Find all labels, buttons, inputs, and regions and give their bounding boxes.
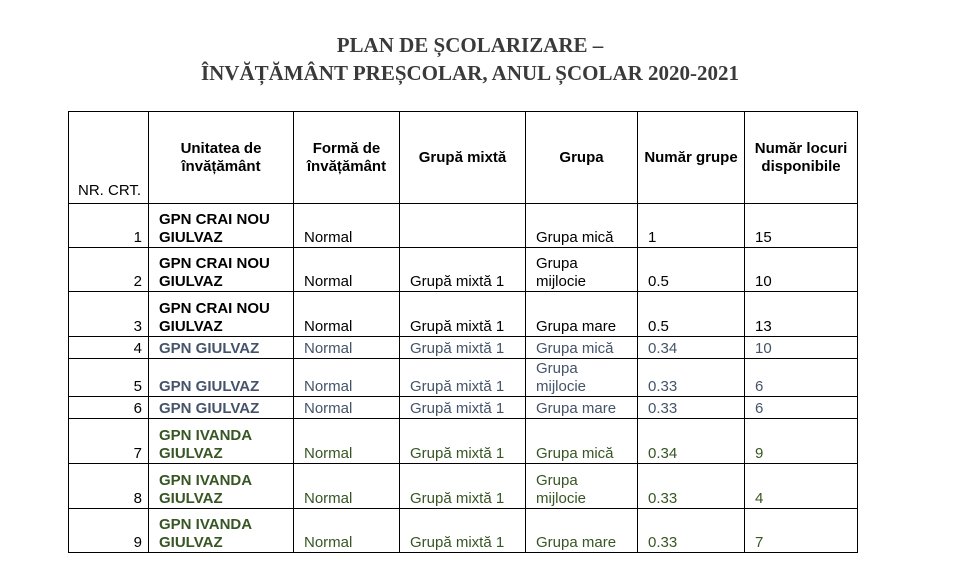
cell-form: Normal (294, 509, 400, 553)
cell-mixed: Grupă mixtă 1 (400, 292, 526, 337)
cell-places: 4 (745, 464, 858, 509)
cell-group: Grupa mare (526, 509, 638, 553)
cell-mixed: Grupă mixtă 1 (400, 359, 526, 397)
schooling-plan-table (68, 111, 858, 553)
page-title-line-2: ÎNVĂȚĂMÂNT PREȘCOLAR, ANUL ȘCOLAR 2020-2021 (200, 61, 740, 85)
cell-unit: GPN CRAI NOU GIULVAZ (149, 292, 294, 337)
cell-unit: GPN IVANDA GIULVAZ (149, 464, 294, 509)
cell-nr: 2 (69, 248, 149, 292)
header-group-count: Număr grupe (638, 112, 745, 204)
cell-form: Normal (294, 204, 400, 248)
cell-unit: GPN CRAI NOU GIULVAZ (149, 248, 294, 292)
table-row (69, 337, 858, 359)
cell-form: Normal (294, 248, 400, 292)
table-row (69, 359, 858, 397)
cell-group: Grupa mică (526, 204, 638, 248)
table-row (69, 204, 858, 248)
table-row (69, 509, 858, 553)
cell-count: 0.5 (638, 248, 745, 292)
cell-group: Grupa mijlocie (526, 359, 638, 397)
cell-unit: GPN IVANDA GIULVAZ (149, 419, 294, 464)
cell-count: 0.33 (638, 464, 745, 509)
cell-form: Normal (294, 292, 400, 337)
cell-count: 1 (638, 204, 745, 248)
cell-mixed: Grupă mixtă 1 (400, 397, 526, 419)
cell-count: 0.33 (638, 397, 745, 419)
cell-mixed: Grupă mixtă 1 (400, 337, 526, 359)
cell-unit: GPN GIULVAZ (149, 337, 294, 359)
cell-unit: GPN GIULVAZ (149, 397, 294, 419)
cell-mixed: Grupă mixtă 1 (400, 509, 526, 553)
cell-unit: GPN IVANDA GIULVAZ (149, 509, 294, 553)
table-row (69, 419, 858, 464)
cell-form: Normal (294, 337, 400, 359)
cell-unit: GPN CRAI NOU GIULVAZ (149, 204, 294, 248)
cell-places: 15 (745, 204, 858, 248)
header-row (69, 112, 858, 204)
cell-count: 0.33 (638, 509, 745, 553)
cell-nr: 3 (69, 292, 149, 337)
cell-unit: GPN GIULVAZ (149, 359, 294, 397)
cell-nr: 7 (69, 419, 149, 464)
cell-places: 10 (745, 337, 858, 359)
header-form: Formă de învățământ (294, 112, 400, 204)
cell-form: Normal (294, 397, 400, 419)
cell-places: 6 (745, 397, 858, 419)
cell-group: Grupa mică (526, 337, 638, 359)
cell-form: Normal (294, 359, 400, 397)
cell-group: Grupa mare (526, 397, 638, 419)
table-row (69, 248, 858, 292)
page-title-line-1: PLAN DE ȘCOLARIZARE – (336, 33, 604, 57)
cell-form: Normal (294, 464, 400, 509)
table-row (69, 292, 858, 337)
cell-group: Grupa mijlocie (526, 248, 638, 292)
cell-places: 9 (745, 419, 858, 464)
cell-nr: 8 (69, 464, 149, 509)
cell-mixed: Grupă mixtă 1 (400, 248, 526, 292)
cell-mixed (400, 204, 526, 248)
cell-count: 0.34 (638, 337, 745, 359)
cell-form: Normal (294, 419, 400, 464)
cell-mixed: Grupă mixtă 1 (400, 464, 526, 509)
cell-count: 0.5 (638, 292, 745, 337)
cell-nr: 4 (69, 337, 149, 359)
header-mixed-group: Grupă mixtă (400, 112, 526, 204)
cell-nr: 5 (69, 359, 149, 397)
header-group: Grupa (526, 112, 638, 204)
cell-nr: 9 (69, 509, 149, 553)
cell-nr: 1 (69, 204, 149, 248)
cell-nr: 6 (69, 397, 149, 419)
cell-places: 13 (745, 292, 858, 337)
cell-group: Grupa mijlocie (526, 464, 638, 509)
header-nr-crt: NR. CRT. (69, 112, 149, 204)
cell-count: 0.33 (638, 359, 745, 397)
cell-places: 7 (745, 509, 858, 553)
table-row (69, 397, 858, 419)
header-available-places: Număr locuri disponibile (745, 112, 858, 204)
cell-group: Grupa mare (526, 292, 638, 337)
header-unit: Unitatea de învățământ (149, 112, 294, 204)
table-row (69, 464, 858, 509)
cell-group: Grupa mică (526, 419, 638, 464)
cell-count: 0.34 (638, 419, 745, 464)
cell-mixed: Grupă mixtă 1 (400, 419, 526, 464)
cell-places: 6 (745, 359, 858, 397)
cell-places: 10 (745, 248, 858, 292)
